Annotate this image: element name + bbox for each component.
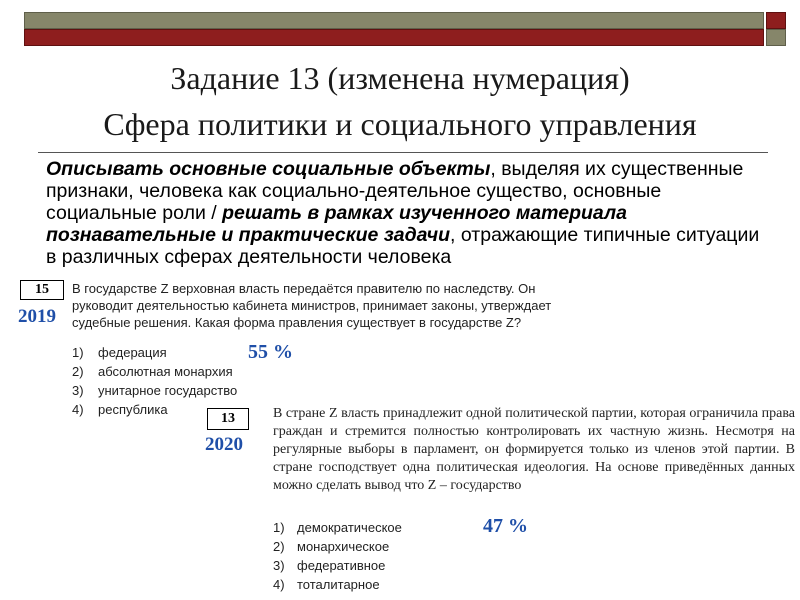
option-2019-4: 4) республика xyxy=(72,402,168,417)
description-emphasis-2: решать в рамках изученного материала познавательные и практические задачи xyxy=(46,202,627,246)
options-2020 xyxy=(273,518,473,594)
year-label-2020: 2020 xyxy=(205,434,243,455)
competency-description xyxy=(46,158,766,268)
task-number-box-2019: 15 xyxy=(20,280,64,300)
percent-2020: 47 % xyxy=(483,515,528,537)
header-square-bottom xyxy=(766,29,786,46)
slide-header-bar xyxy=(24,12,786,46)
header-band-top xyxy=(24,12,764,29)
option-2020-4: 4) тоталитарное xyxy=(273,577,380,592)
task-number-box-2020: 13 xyxy=(207,408,249,430)
header-square-top xyxy=(766,12,786,29)
option-2020-3: 3) федеративное xyxy=(273,558,386,573)
description-text-1: , выделяя их существенные признаки, человека как социально-деятельное существо, основные социальные роли / xyxy=(46,158,744,224)
slide-title-line1: Задание 13 (изменена нумерация) xyxy=(170,60,630,96)
title-divider xyxy=(38,152,768,153)
question-2019: В государстве Z верховная власть передаётся правителю по наследству. Он руководит деятельностью кабинета министров, принимает законы, утверждает судебные решения. Какая форма правления существует в государстве Z? xyxy=(72,281,552,330)
year-label-2019: 2019 xyxy=(18,306,56,327)
option-2019-3: 3) унитарное государство xyxy=(72,383,238,398)
option-2019-1: 1) федерация xyxy=(72,345,167,360)
percent-2019: 55 % xyxy=(248,341,293,363)
header-band-bottom xyxy=(24,29,764,46)
option-2019-2: 2) абсолютная монархия xyxy=(72,364,233,379)
slide-title-line2: Сфера политики и социального управления xyxy=(103,106,697,142)
question-2020: В стране Z власть принадлежит одной политической партии, которая ограничила права граждан и стремится полностью контролировать их частную жизнь. Несмотря на регулярные выборы в парламент, он формируется только из членов этой партии. В стране господствует одна политическая идеология. На основе приведённых данных можно сделать вывод что Z – государство xyxy=(273,406,795,493)
option-2020-2: 2) монархическое xyxy=(273,539,390,554)
description-text-2: , отражающие типичные ситуации в различных сферах деятельности человека xyxy=(46,224,760,268)
description-emphasis-1: Описывать основные социальные объекты xyxy=(46,158,491,180)
option-2020-1: 1) демократическое xyxy=(273,520,402,535)
